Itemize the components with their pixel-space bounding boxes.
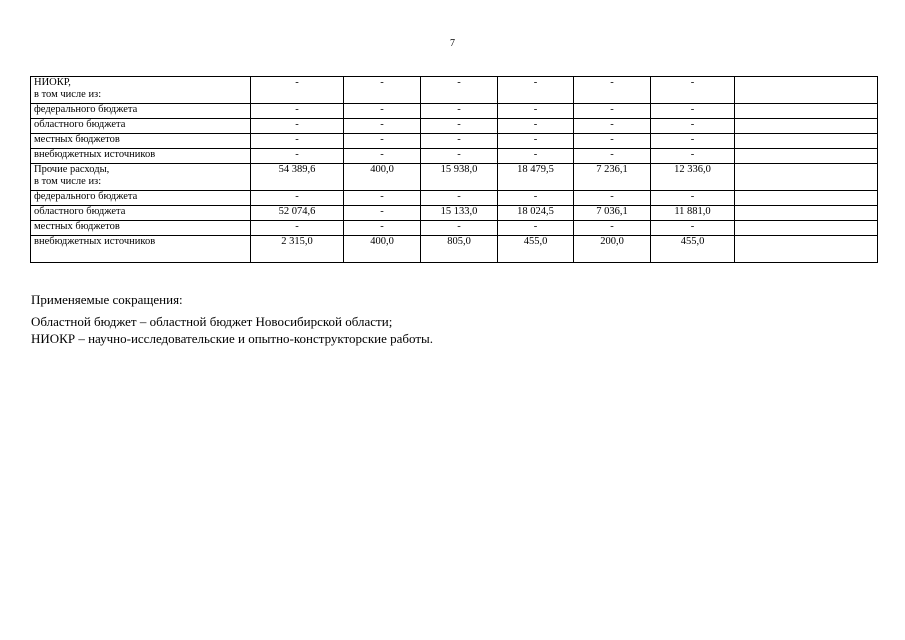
page-number: 7 (450, 38, 455, 49)
value-cell: 11 881,0 (651, 206, 735, 221)
value-cell: 15 133,0 (421, 206, 498, 221)
budget-table (30, 76, 878, 263)
value-cell: 2 315,0 (251, 236, 344, 263)
value-cell: - (651, 191, 735, 206)
value-cell: 200,0 (574, 236, 651, 263)
notes-line: НИОКР – научно-исследовательские и опытно-конструкторские работы. (31, 331, 433, 346)
value-cell: - (498, 77, 574, 104)
row-label: областного бюджета (31, 206, 251, 221)
value-cell: - (251, 221, 344, 236)
value-cell: - (574, 77, 651, 104)
value-cell: - (574, 134, 651, 149)
value-cell: 15 938,0 (421, 164, 498, 191)
value-cell: - (574, 104, 651, 119)
value-cell: 400,0 (344, 236, 421, 263)
value-cell: 12 336,0 (651, 164, 735, 191)
table-row (31, 191, 878, 206)
value-cell: - (651, 104, 735, 119)
value-cell: - (344, 221, 421, 236)
value-cell: 805,0 (421, 236, 498, 263)
value-cell: - (421, 77, 498, 104)
row-label: НИОКР, в том числе из: (31, 77, 251, 104)
value-cell (735, 119, 878, 134)
value-cell: - (498, 104, 574, 119)
row-label: внебюджетных источников (31, 149, 251, 164)
value-cell: - (251, 191, 344, 206)
value-cell: 400,0 (344, 164, 421, 191)
table-row (31, 164, 878, 191)
value-cell: - (651, 119, 735, 134)
table-row (31, 104, 878, 119)
value-cell: - (498, 221, 574, 236)
value-cell: - (344, 206, 421, 221)
value-cell (735, 104, 878, 119)
value-cell: - (251, 104, 344, 119)
value-cell: - (574, 119, 651, 134)
value-cell: - (651, 77, 735, 104)
table-row (31, 236, 878, 263)
value-cell (735, 191, 878, 206)
value-cell: 455,0 (651, 236, 735, 263)
value-cell: 52 074,6 (251, 206, 344, 221)
value-cell: - (498, 149, 574, 164)
table-row (31, 77, 878, 104)
table-row (31, 206, 878, 221)
row-label: местных бюджетов (31, 221, 251, 236)
notes-line: Областной бюджет – областной бюджет Новосибирской области; (31, 314, 393, 329)
value-cell (735, 221, 878, 236)
value-cell: - (498, 134, 574, 149)
value-cell: 455,0 (498, 236, 574, 263)
value-cell: - (498, 191, 574, 206)
value-cell: - (651, 221, 735, 236)
value-cell: - (498, 119, 574, 134)
value-cell: - (344, 77, 421, 104)
value-cell: - (344, 119, 421, 134)
value-cell: 18 024,5 (498, 206, 574, 221)
value-cell: 7 236,1 (574, 164, 651, 191)
value-cell: - (344, 104, 421, 119)
value-cell: - (421, 191, 498, 206)
row-label: федерального бюджета (31, 104, 251, 119)
value-cell (735, 77, 878, 104)
row-label: Прочие расходы, в том числе из: (31, 164, 251, 191)
value-cell: - (421, 104, 498, 119)
value-cell: - (574, 191, 651, 206)
value-cell: - (251, 134, 344, 149)
value-cell (735, 149, 878, 164)
abbreviations-notes (31, 291, 433, 347)
value-cell (735, 206, 878, 221)
value-cell: - (344, 149, 421, 164)
value-cell: - (574, 221, 651, 236)
value-cell: - (574, 149, 651, 164)
value-cell: - (651, 149, 735, 164)
value-cell: - (251, 119, 344, 134)
value-cell: - (651, 134, 735, 149)
value-cell: - (421, 221, 498, 236)
row-label: внебюджетных источников (31, 236, 251, 263)
row-label: местных бюджетов (31, 134, 251, 149)
value-cell: 7 036,1 (574, 206, 651, 221)
value-cell: 18 479,5 (498, 164, 574, 191)
value-cell: 54 389,6 (251, 164, 344, 191)
table-row (31, 119, 878, 134)
notes-title: Применяемые сокращения: (31, 292, 183, 307)
value-cell (735, 164, 878, 191)
table-row (31, 134, 878, 149)
value-cell: - (421, 149, 498, 164)
value-cell (735, 236, 878, 263)
value-cell: - (421, 134, 498, 149)
row-label: областного бюджета (31, 119, 251, 134)
value-cell: - (251, 149, 344, 164)
table-row (31, 221, 878, 236)
value-cell: - (344, 134, 421, 149)
value-cell (735, 134, 878, 149)
value-cell: - (251, 77, 344, 104)
value-cell: - (421, 119, 498, 134)
table-row (31, 149, 878, 164)
value-cell: - (344, 191, 421, 206)
row-label: федерального бюджета (31, 191, 251, 206)
